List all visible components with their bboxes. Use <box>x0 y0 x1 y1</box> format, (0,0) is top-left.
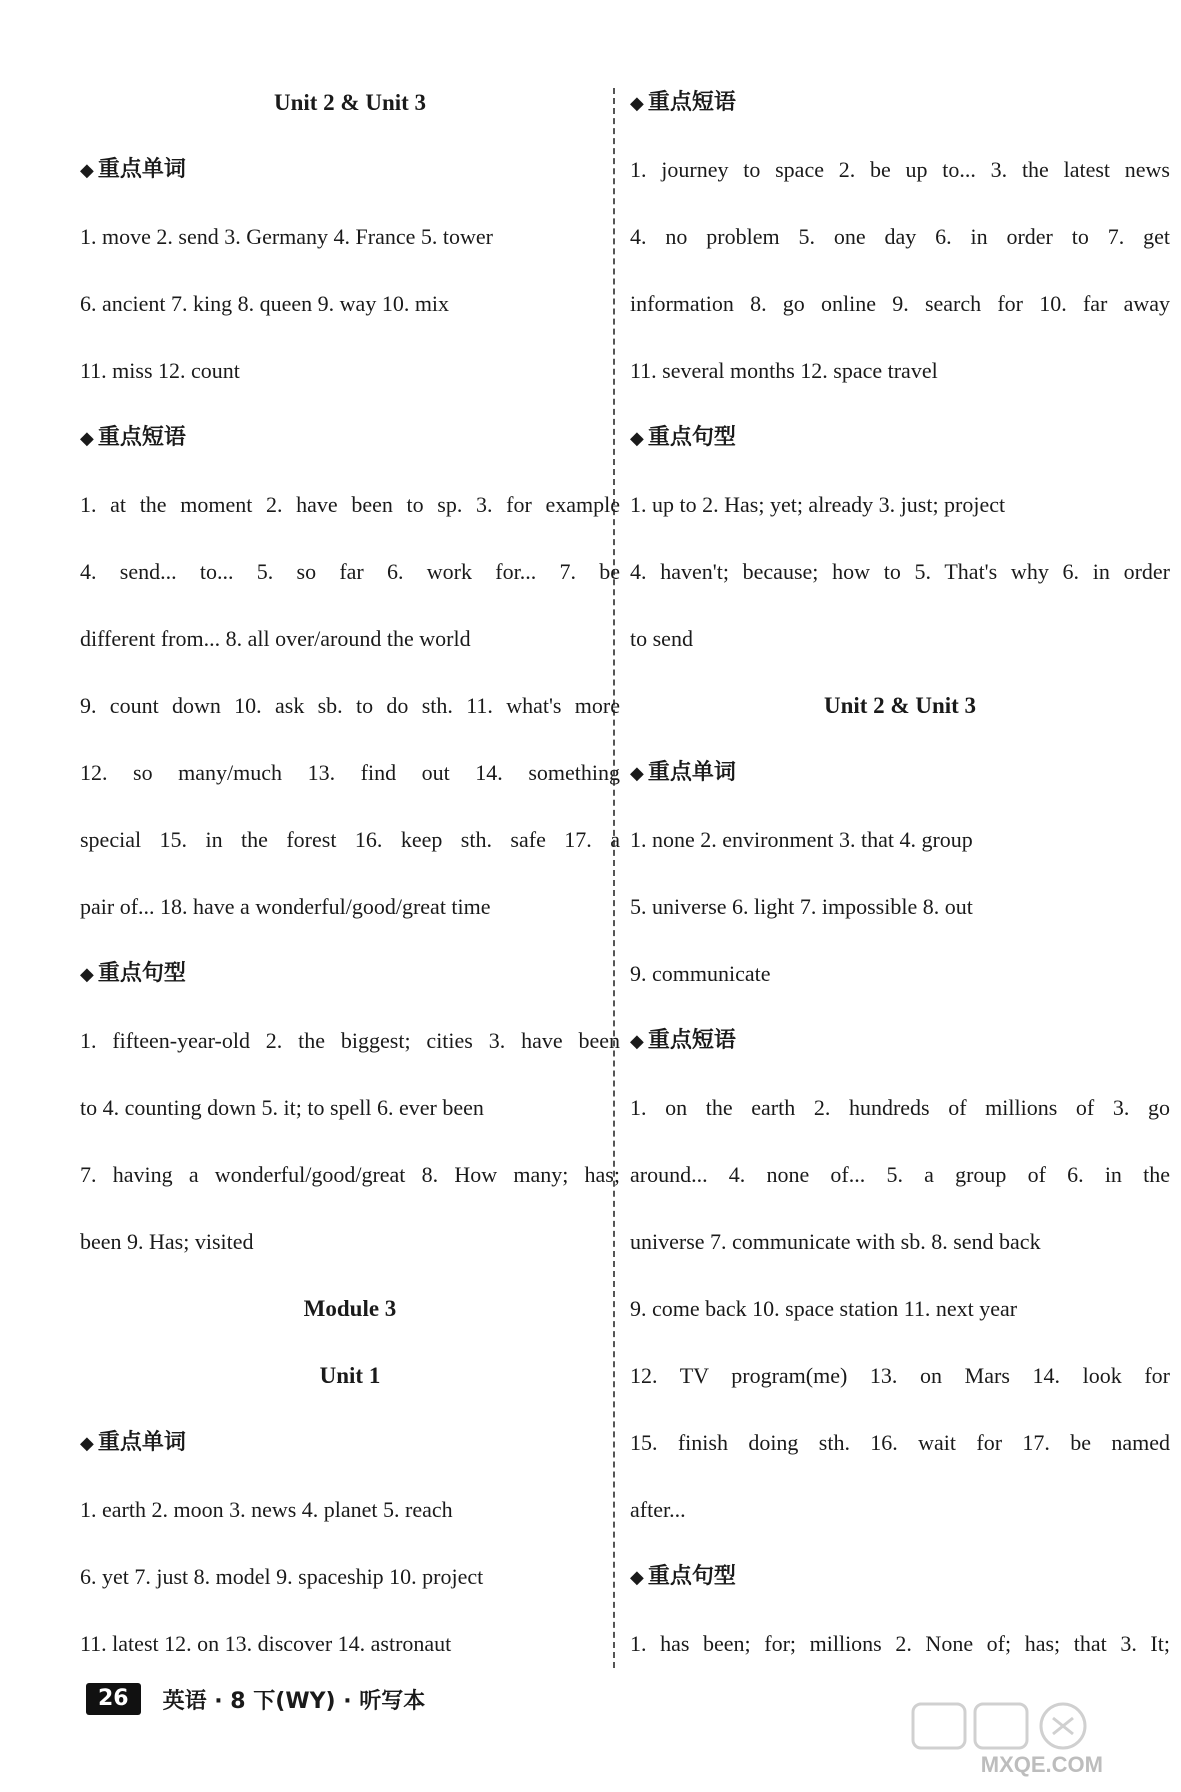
answer-line: 11. latest 12. on 13. discover 14. astronaut <box>80 1631 452 1656</box>
answer-line: 15. finish doing sth. 16. wait for 17. be named <box>630 1430 1170 1455</box>
answer-line: 1. earth 2. moon 3. news 4. planet 5. reach <box>80 1497 453 1522</box>
unit-heading: Unit 1 <box>319 1363 381 1388</box>
watermark-logo-icon <box>903 1698 1163 1778</box>
answer-line: 1. none 2. environment 3. that 4. group <box>630 827 973 852</box>
answer-line: different from... 8. all over/around the world <box>80 626 471 651</box>
diamond-bullet-icon: ◆ <box>630 763 644 784</box>
answer-line: special 15. in the forest 16. keep sth. safe 17. a <box>80 827 620 852</box>
book-title: 英语 · 8 下(WY) · 听写本 <box>162 1688 426 1714</box>
page-number: 26 <box>86 1683 141 1715</box>
watermark-text: MXQE.COM <box>980 1752 1103 1777</box>
diamond-bullet-icon: ◆ <box>630 93 644 114</box>
diamond-bullet-icon: ◆ <box>630 1567 644 1588</box>
unit-heading: Unit 2 & Unit 3 <box>273 90 427 115</box>
section-title: ◆ 重点短语 <box>630 90 736 115</box>
section-title: ◆ 重点句型 <box>80 961 186 986</box>
section-title: ◆ 重点短语 <box>630 1028 736 1053</box>
diamond-bullet-icon: ◆ <box>630 1031 644 1052</box>
diamond-bullet-icon: ◆ <box>80 428 94 449</box>
section-title: ◆ 重点句型 <box>630 425 736 450</box>
page-footer <box>86 1682 425 1716</box>
answer-line: after... <box>630 1497 686 1522</box>
section-title: ◆ 重点单词 <box>80 1430 186 1455</box>
section-title: ◆ 重点句型 <box>630 1564 736 1589</box>
answer-line: 1. at the moment 2. have been to sp. 3. for example <box>80 492 620 517</box>
answer-line: 9. count down 10. ask sb. to do sth. 11. what's more <box>80 693 620 718</box>
answer-line: been 9. Has; visited <box>80 1229 254 1254</box>
answer-line: 12. TV program(me) 13. on Mars 14. look for <box>630 1363 1170 1388</box>
answer-line: 1. fifteen-year-old 2. the biggest; cities 3. have been <box>80 1028 620 1053</box>
section-title: ◆ 重点单词 <box>630 760 736 785</box>
answer-line: to send <box>630 626 693 651</box>
answer-line: 9. communicate <box>630 961 771 986</box>
diamond-bullet-icon: ◆ <box>80 964 94 985</box>
answer-line: 6. ancient 7. king 8. queen 9. way 10. mix <box>80 291 450 316</box>
answer-line: 1. move 2. send 3. Germany 4. France 5. tower <box>80 224 494 249</box>
answer-line: 4. no problem 5. one day 6. in order to 7. get <box>630 224 1170 249</box>
answer-line: 4. haven't; because; how to 5. That's why 6. in order <box>630 559 1170 584</box>
answer-line: 5. universe 6. light 7. impossible 8. out <box>630 894 973 919</box>
right-column <box>630 0 1170 1677</box>
diamond-bullet-icon: ◆ <box>630 428 644 449</box>
answer-line: 1. journey to space 2. be up to... 3. the latest news <box>630 157 1170 182</box>
answer-line: information 8. go online 9. search for 10. far away <box>630 291 1170 316</box>
diamond-bullet-icon: ◆ <box>80 160 94 181</box>
answer-line: 11. several months 12. space travel <box>630 358 938 383</box>
answer-line: 6. yet 7. just 8. model 9. spaceship 10. project <box>80 1564 484 1589</box>
answer-line: 7. having a wonderful/good/great 8. How many; has; <box>80 1162 620 1187</box>
answer-line: 11. miss 12. count <box>80 358 240 383</box>
left-column <box>80 0 620 1677</box>
answer-line: to 4. counting down 5. it; to spell 6. ever been <box>80 1095 484 1120</box>
answer-line: 1. has been; for; millions 2. None of; has; that 3. It; <box>630 1631 1170 1656</box>
answer-line: 1. up to 2. Has; yet; already 3. just; project <box>630 492 1006 517</box>
diamond-bullet-icon: ◆ <box>80 1433 94 1454</box>
module-heading: Module 3 <box>303 1296 397 1321</box>
answer-line: 12. so many/much 13. find out 14. something <box>80 760 620 785</box>
answer-line: 4. send... to... 5. so far 6. work for... 7. be <box>80 559 620 584</box>
answer-line: around... 4. none of... 5. a group of 6. in the <box>630 1162 1170 1187</box>
unit-heading: Unit 2 & Unit 3 <box>823 693 977 718</box>
section-title: ◆ 重点短语 <box>80 425 186 450</box>
section-title: ◆ 重点单词 <box>80 157 186 182</box>
answer-line: 1. on the earth 2. hundreds of millions of 3. go <box>630 1095 1170 1120</box>
answer-line: universe 7. communicate with sb. 8. send back <box>630 1229 1041 1254</box>
answer-line: pair of... 18. have a wonderful/good/great time <box>80 894 491 919</box>
answer-line: 9. come back 10. space station 11. next year <box>630 1296 1018 1321</box>
